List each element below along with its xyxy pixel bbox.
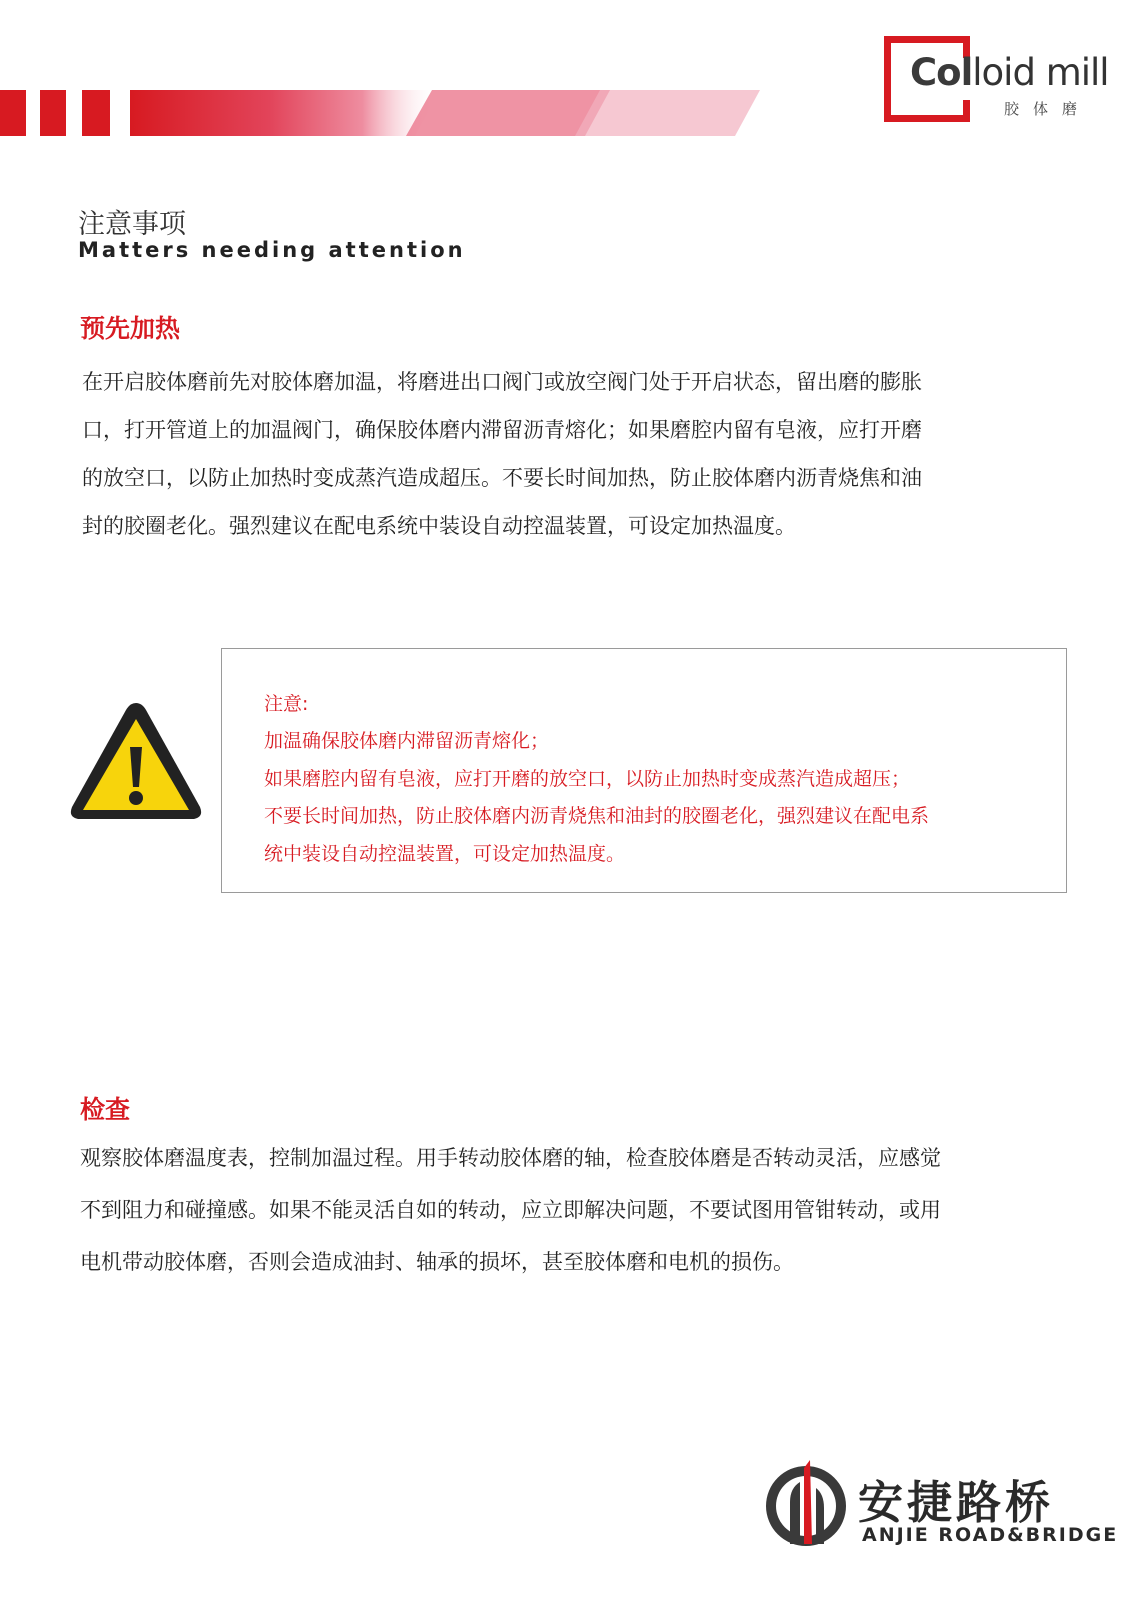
warning-triangle-icon — [66, 697, 206, 825]
preheat-line-1: 在开启胶体磨前先对胶体磨加温，将磨进出口阀门或放空阀门处于开启状态，留出磨的膨胀 — [82, 370, 922, 394]
preheat-heading: 预先加热 — [80, 314, 181, 343]
inspect-heading: 检查 — [80, 1095, 131, 1124]
brand-name-cn: 胶体磨 — [1004, 100, 1092, 118]
company-name-cn: 安捷路桥 — [858, 1476, 1055, 1529]
company-logo-icon — [760, 1458, 852, 1554]
warning-line-2: 如果磨腔内留有皂液，应打开磨的放空口，以防止加热时变成蒸汽造成超压； — [264, 768, 911, 790]
brand-logo — [884, 36, 1109, 122]
warning-line-3: 不要长时间加热，防止胶体磨内沥青烧焦和油封的胶圈老化，强烈建议在配电系 — [264, 805, 930, 827]
preheat-line-4: 封的胶圈老化。强烈建议在配电系统中装设自动控温装置，可设定加热温度。 — [82, 514, 796, 538]
inspect-line-1: 观察胶体磨温度表，控制加温过程。用手转动胶体磨的轴，检查胶体磨是否转动灵活，应感觉 — [80, 1146, 941, 1170]
preheat-line-2: 口，打开管道上的加温阀门，确保胶体磨内滞留沥青熔化；如果磨腔内留有皂液，应打开磨 — [82, 418, 922, 442]
company-name-en: ANJIE ROAD&BRIDGE — [862, 1524, 1119, 1546]
section-title: 注意事项 — [78, 209, 186, 240]
warning-line-1: 加温确保胶体磨内滞留沥青熔化； — [264, 730, 550, 752]
inspect-line-2: 不到阻力和碰撞感。如果不能灵活自如的转动，应立即解决问题，不要试图用管钳转动，或用 — [80, 1198, 941, 1222]
warning-line-4: 统中装设自动控温装置，可设定加热温度。 — [264, 843, 626, 865]
brand-name: Colloid mill — [910, 51, 1109, 94]
header-decor-bar — [0, 90, 760, 136]
inspect-line-3: 电机带动胶体磨，否则会造成油封、轴承的损坏，甚至胶体磨和电机的损伤。 — [80, 1250, 794, 1274]
preheat-line-3: 的放空口，以防止加热时变成蒸汽造成超压。不要长时间加热，防止胶体磨内沥青烧焦和油 — [82, 466, 922, 490]
warning-label: 注意: — [264, 693, 309, 715]
section-subtitle: Matters needing attention — [78, 238, 466, 262]
